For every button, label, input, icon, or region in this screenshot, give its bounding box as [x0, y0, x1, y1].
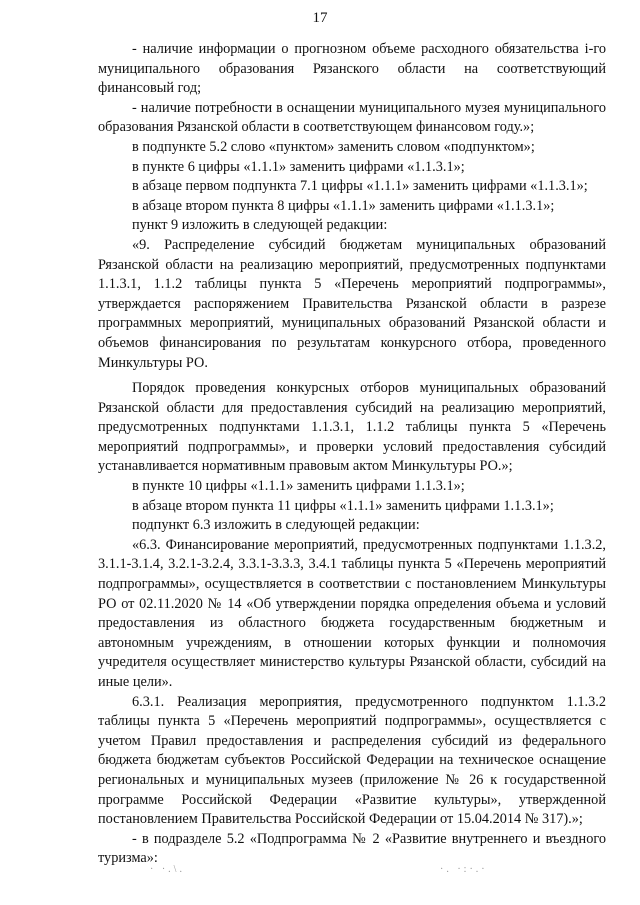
paragraph: «9. Распределение субсидий бюджетам муниципальных образований Рязанской области на реализацию мероприятий, предусмотренных подпунктами 1.1.3.1, 1.1.2 таблицы пункта 5 «Перечень мероприятий подпрограммы», утверждается распоряжением Правительства Рязанской области в разрезе программных мероприятий, муниципальных образований Рязанской области и объемов финансирования по результатам конкурсного отбора, проведенного Минкультуры РО.: [98, 236, 606, 371]
paragraph: в абзаце втором пункта 8 цифры «1.1.1» заменить цифрами «1.1.3.1»;: [132, 197, 555, 214]
paragraph: - в подразделе 5.2 «Подпрограмма № 2 «Развитие внутреннего и въездного туризма»:: [98, 830, 606, 867]
scan-artifact: · ·.\.: [150, 864, 185, 875]
paragraph: - наличие информации о прогнозном объеме расходного обязательства i-го муниципального образования Рязанского области на соответствующий финансовый год;: [98, 41, 606, 97]
paragraph: пункт 9 изложить в следующей редакции:: [132, 217, 388, 234]
paragraph: в пункте 6 цифры «1.1.1» заменить цифрами «1.1.3.1»;: [132, 158, 465, 175]
paragraph: 6.3.1. Реализация мероприятия, предусмотренного подпунктом 1.1.3.2 таблицы пункта 5 «Перечень мероприятий подпрограммы», осуществляется с учетом Правил предоставления и распределения субсидий из федерального бюджета бюджетам субъектов Российской Федерации на техническое оснащение региональных и муниципальных музеев (приложение № 26 к государственной программе Российской Федерации «Развитие культуры», утвержденной постановлением Правительства Российской Федерации от 15.04.2014 № 317).»;: [98, 693, 606, 828]
page-number: 17: [312, 10, 328, 26]
scan-artifact: ·. ·:·.·: [440, 864, 488, 875]
paragraph: в абзаце втором пункта 11 цифры «1.1.1» заменить цифрами 1.1.3.1»;: [132, 497, 554, 514]
paragraph: в подпункте 5.2 слово «пунктом» заменить словом «подпунктом»;: [132, 138, 535, 155]
document-body: [98, 40, 606, 869]
paragraph: подпункт 6.3 изложить в следующей редакции:: [132, 517, 420, 534]
paragraph: в пункте 10 цифры «1.1.1» заменить цифрами 1.1.3.1»;: [132, 478, 465, 495]
paragraph: «6.3. Финансирование мероприятий, предусмотренных подпунктами 1.1.3.2, 3.1.1-3.1.4, 3.2.1-3.2.4, 3.3.1-3.3.3, 3.4.1 таблицы пункта 5 «Перечень мероприятий подпрограммы», осуществляется в соответствии с постановлением Минкультуры РО от 02.11.2020 № 14 «Об утверждении порядка определения объема и условий предоставления из областного бюджета государственным бюджетным и автономным учреждениям, в отношении которых функции и полномочия учредителя осуществляет министерство культуры Рязанской области, субсидий на иные цели».: [98, 536, 606, 690]
paragraph: Порядок проведения конкурсных отборов муниципальных образований Рязанской области для предоставления субсидий на реализацию мероприятий, предусмотренных подпунктами 1.1.3.1, 1.1.2 таблицы пункта 5 «Перечень мероприятий подпрограммы», и проверки условий предоставления субсидий устанавливается нормативным правовым актом Минкультуры РО.»;: [98, 380, 606, 475]
paragraph: - наличие потребности в оснащении муниципального музея муниципального образования Рязанской области в соответствующем финансовом году.»;: [98, 99, 606, 136]
paragraph: в абзаце первом подпункта 7.1 цифры «1.1.1» заменить цифрами «1.1.3.1»;: [132, 178, 588, 195]
